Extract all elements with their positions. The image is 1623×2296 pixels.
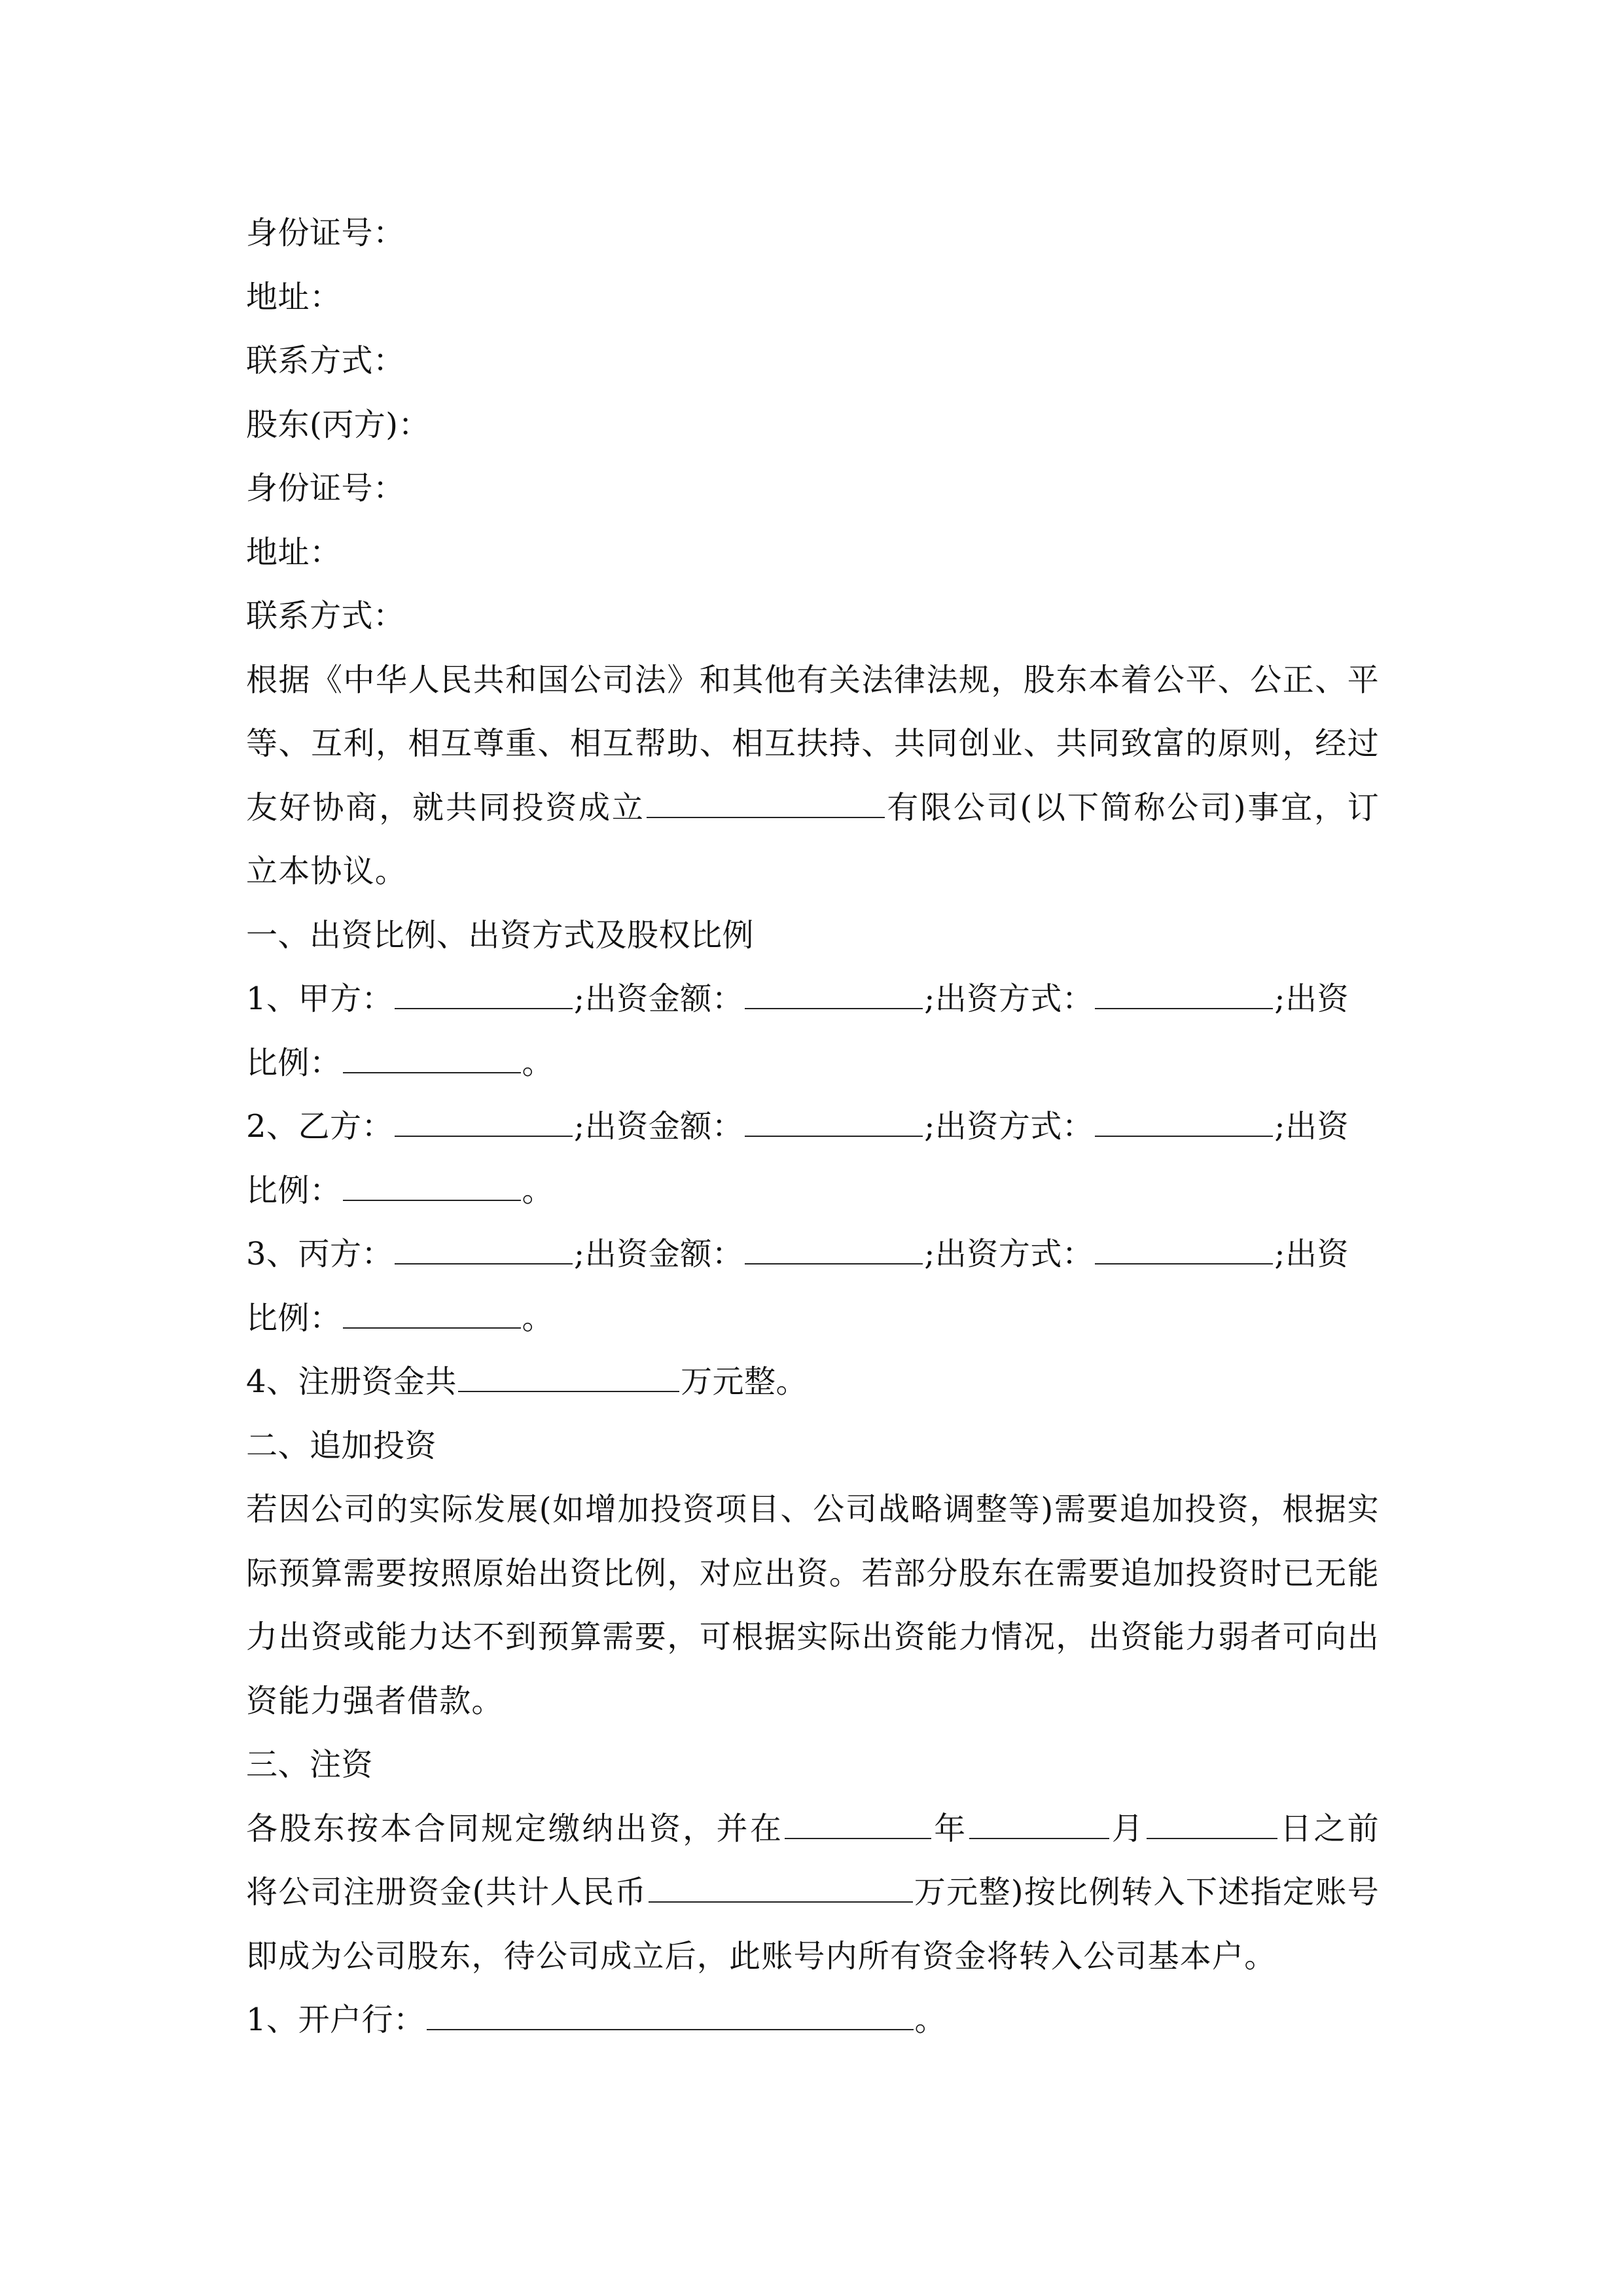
party-b-address-label: 地址： — [246, 278, 342, 315]
capital-blank — [458, 1362, 679, 1392]
year-blank — [785, 1809, 931, 1839]
amount-label: ;出资金额： — [574, 1236, 744, 1272]
ratio-blank — [343, 1171, 521, 1201]
deposit-text-end: 万元整)按比例转入下述指定账号即成为公司股东，待公司成立后，此账号内所有资金将转入公司基本户。 — [246, 1874, 1380, 1975]
amount-blank — [745, 979, 923, 1009]
amount-blank — [745, 1107, 923, 1137]
method-label: ;出资方式： — [924, 1108, 1094, 1145]
bank-label: 1、开户行： — [246, 2001, 425, 2038]
ratio-blank — [343, 1043, 521, 1073]
deposit-text-middle: 日之前将公司注册资金(共计人民币 — [246, 1810, 1380, 1910]
party-label: 3、丙方： — [246, 1236, 394, 1272]
method-label: ;出资方式： — [924, 1236, 1094, 1272]
method-blank — [1095, 1234, 1273, 1265]
ratio-prefix: ;出资 — [1274, 980, 1349, 1017]
party-c-id-label: 身份证号： — [246, 470, 405, 507]
company-name-blank — [647, 788, 885, 818]
ratio-label: 比例： — [246, 1172, 342, 1209]
investment-row-a — [246, 967, 1380, 1031]
deposit-text-start: 各股东按本合同规定缴纳出资，并在 — [246, 1810, 784, 1847]
section-2-heading: 二、追加投资 — [246, 1427, 437, 1464]
method-label: ;出资方式： — [924, 980, 1094, 1017]
party-c-contact-label: 联系方式： — [246, 598, 405, 634]
ratio-label: 比例： — [246, 1299, 342, 1336]
investment-row-c — [246, 1223, 1380, 1287]
method-blank — [1095, 979, 1273, 1009]
party-name-blank — [395, 979, 573, 1009]
end-mark: 。 — [522, 1172, 554, 1209]
registered-capital-row — [246, 1350, 1380, 1414]
bank-end-mark: 。 — [914, 2001, 947, 2038]
section-1-heading: 一、出资比例、出资方式及股权比例 — [246, 916, 755, 954]
bank-row — [246, 1988, 1380, 2053]
rmb-amount-blank — [649, 1873, 913, 1903]
ratio-prefix: ;出资 — [1274, 1108, 1349, 1145]
bank-blank — [427, 2000, 914, 2030]
amount-blank — [745, 1234, 923, 1265]
capital-prefix: 4、注册资金共 — [246, 1363, 457, 1400]
investment-ratio-c — [246, 1287, 1380, 1351]
section-3-heading: 三、注资 — [246, 1746, 374, 1783]
section-2-body: 若因公司的实际发展(如增加投资项目、公司战略调整等)需要追加投资，根据实际预算需要按照原始出资比例，对应出资。若部分股东在需要追加投资时已无能力出资或能力达不到预算需要，可根据实际出资能力情况，出资能力弱者可向出资能力强者借款。 — [246, 1491, 1380, 1719]
year-label: 年 — [933, 1810, 968, 1847]
end-mark: 。 — [522, 1299, 554, 1336]
investment-ratio-a — [246, 1031, 1380, 1096]
investment-row-b — [246, 1095, 1380, 1159]
ratio-prefix: ;出资 — [1274, 1236, 1349, 1272]
investment-ratio-b — [246, 1159, 1380, 1223]
day-blank — [1147, 1809, 1277, 1839]
amount-label: ;出资金额： — [574, 1108, 744, 1145]
ratio-blank — [343, 1299, 521, 1329]
party-c-title: 股东(丙方)： — [246, 406, 430, 443]
end-mark: 。 — [522, 1044, 554, 1081]
month-blank — [969, 1809, 1109, 1839]
party-label: 1、甲方： — [246, 980, 394, 1017]
capital-suffix: 万元整。 — [681, 1363, 808, 1400]
method-blank — [1095, 1107, 1273, 1137]
preamble-paragraph — [246, 649, 1380, 904]
party-c-address-label: 地址： — [246, 533, 342, 571]
party-name-blank — [395, 1234, 573, 1265]
preamble-text-end: 有限公司(以下简称公司)事宜，订立本协议。 — [246, 789, 1380, 889]
party-name-blank — [395, 1107, 573, 1137]
amount-label: ;出资金额： — [574, 980, 744, 1017]
document-body — [246, 202, 1380, 2053]
party-b-id-label: 身份证号： — [246, 215, 405, 251]
party-b-contact-label: 联系方式： — [246, 342, 405, 379]
section-3-body — [246, 1797, 1380, 1989]
ratio-label: 比例： — [246, 1044, 342, 1081]
preamble-text-start: 根据《中华人民共和国公司法》和其他有关法律法规，股东本着公平、公正、平等、互利，相互尊重、相互帮助、相互扶持、共同创业、共同致富的原则，经过友好协商，就共同投资成立 — [246, 661, 1380, 826]
party-label: 2、乙方： — [246, 1108, 394, 1145]
month-label: 月 — [1110, 1810, 1146, 1847]
